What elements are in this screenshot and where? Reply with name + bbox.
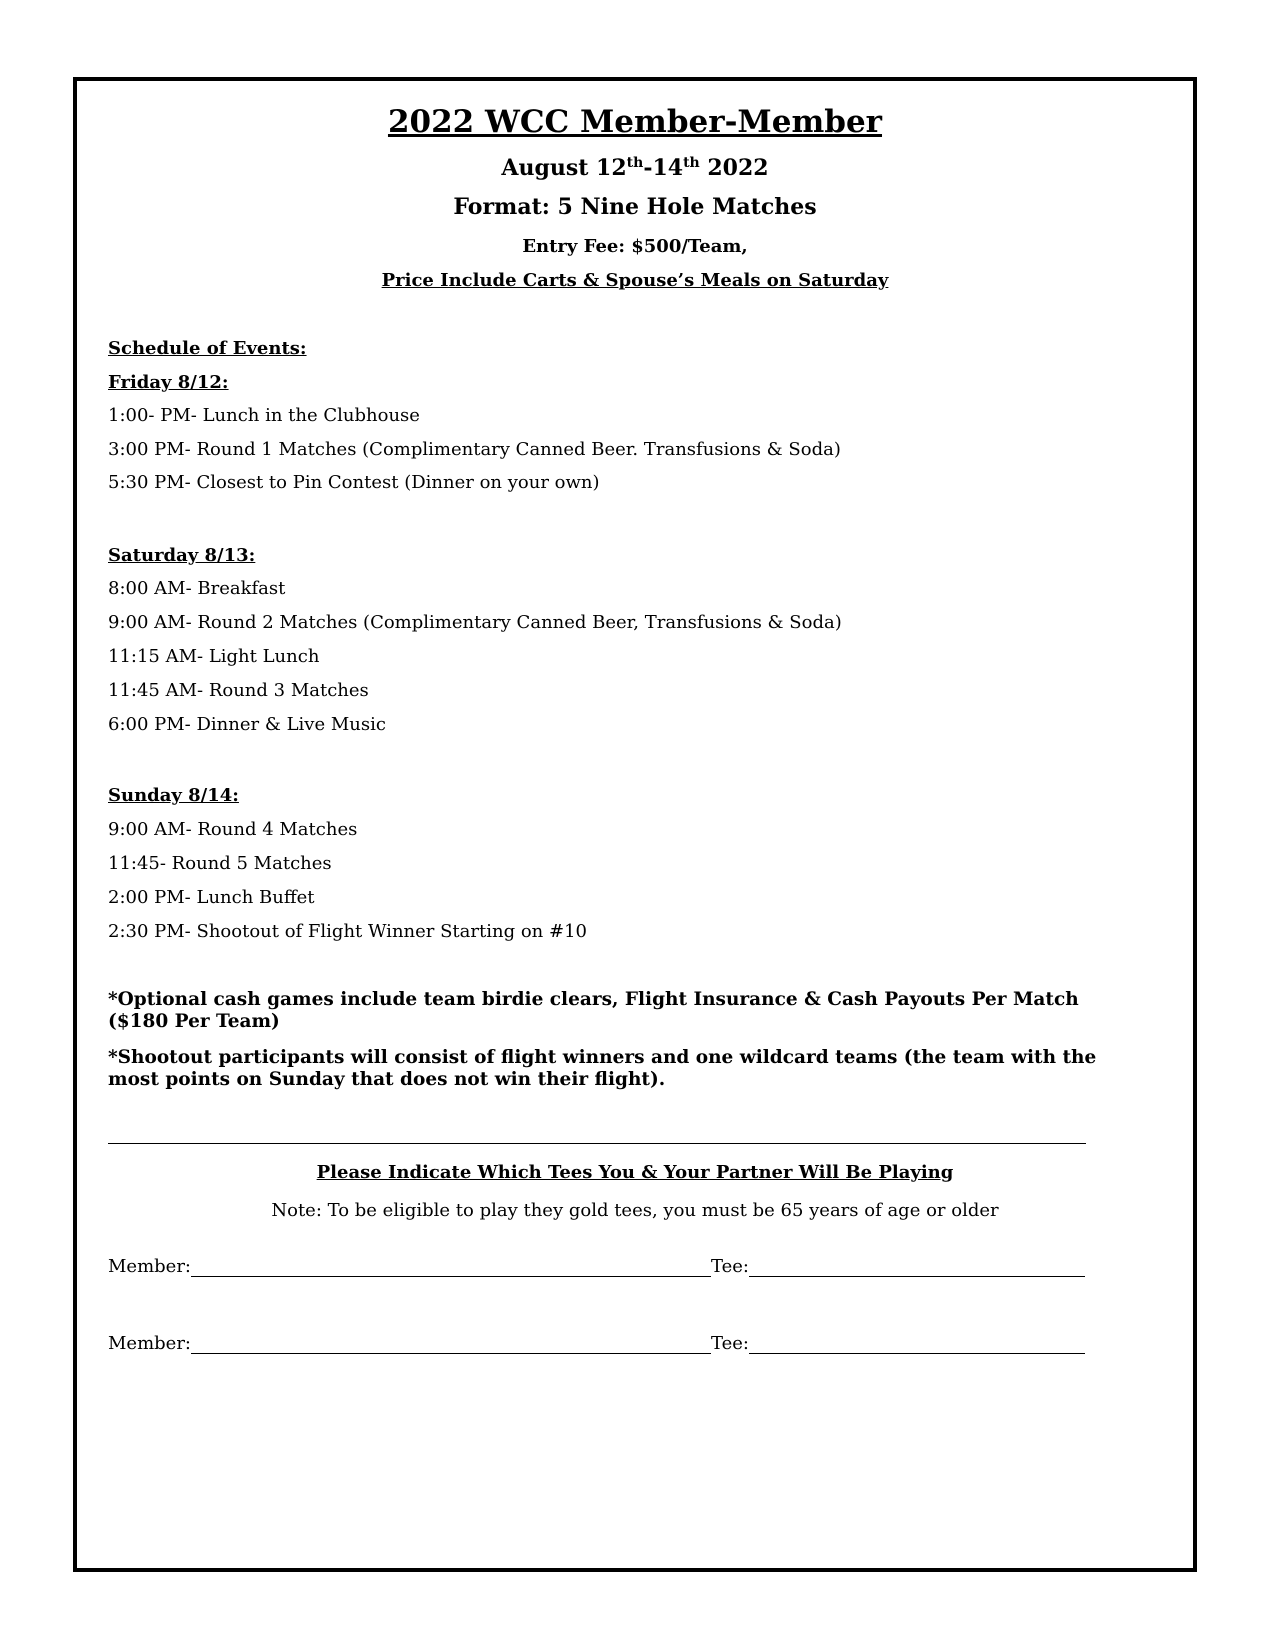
tees-eligibility-note: Note: To be eligible to play they gold tees, you must be 65 years of age or older: [271, 1200, 999, 1221]
member-label: Member:: [108, 1256, 191, 1277]
friday-item: 3:00 PM- Round 1 Matches (Complimentary Canned Beer. Transfusions & Soda): [108, 439, 841, 460]
sunday-item: 11:45- Round 5 Matches: [108, 853, 332, 874]
friday-heading: Friday 8/12:: [108, 372, 229, 393]
friday-item: 5:30 PM- Closest to Pin Contest (Dinner on your own): [108, 472, 600, 493]
sunday-heading: Sunday 8/14:: [108, 785, 239, 806]
member-row: [108, 1333, 1085, 1354]
tee-label: Tee:: [711, 1333, 749, 1354]
tee-label: Tee:: [711, 1256, 749, 1277]
saturday-heading: Saturday 8/13:: [108, 545, 256, 566]
tee-choice-field[interactable]: [749, 1256, 1085, 1277]
member-name-field[interactable]: [191, 1333, 711, 1354]
sunday-item: 2:30 PM- Shootout of Flight Winner Starting on #10: [108, 921, 587, 942]
friday-item: 1:00- PM- Lunch in the Clubhouse: [108, 405, 420, 426]
shootout-note: *Shootout participants will consist of flight winners and one wildcard teams (the team with the most points on Sunday that does not win their flight).: [108, 1047, 1097, 1090]
divider: [108, 1143, 1086, 1144]
saturday-item: 6:00 PM- Dinner & Live Music: [108, 714, 386, 735]
saturday-item: 11:45 AM- Round 3 Matches: [108, 680, 369, 701]
event-dates: August 12th-14th 2022: [501, 155, 769, 181]
page-title: 2022 WCC Member-Member: [387, 104, 883, 140]
saturday-item: 9:00 AM- Round 2 Matches (Complimentary Canned Beer, Transfusions & Soda): [108, 612, 842, 633]
saturday-item: 8:00 AM- Breakfast: [108, 578, 286, 599]
tee-choice-field[interactable]: [749, 1333, 1085, 1354]
member-name-field[interactable]: [191, 1256, 711, 1277]
sunday-item: 9:00 AM- Round 4 Matches: [108, 819, 358, 840]
schedule-heading: Schedule of Events:: [108, 338, 307, 359]
saturday-item: 11:15 AM- Light Lunch: [108, 646, 320, 667]
price-includes: Price Include Carts & Spouse’s Meals on Saturday: [381, 270, 889, 291]
tees-heading: Please Indicate Which Tees You & Your Partner Will Be Playing: [316, 1162, 954, 1183]
entry-fee: Entry Fee: $500/Team,: [522, 236, 748, 257]
event-format: Format: 5 Nine Hole Matches: [453, 194, 817, 220]
member-label: Member:: [108, 1333, 191, 1354]
member-row: [108, 1256, 1085, 1277]
sunday-item: 2:00 PM- Lunch Buffet: [108, 887, 315, 908]
cash-games-note: *Optional cash games include team birdie clears, Flight Insurance & Cash Payouts Per Match ($180 Per Team): [108, 989, 1079, 1032]
